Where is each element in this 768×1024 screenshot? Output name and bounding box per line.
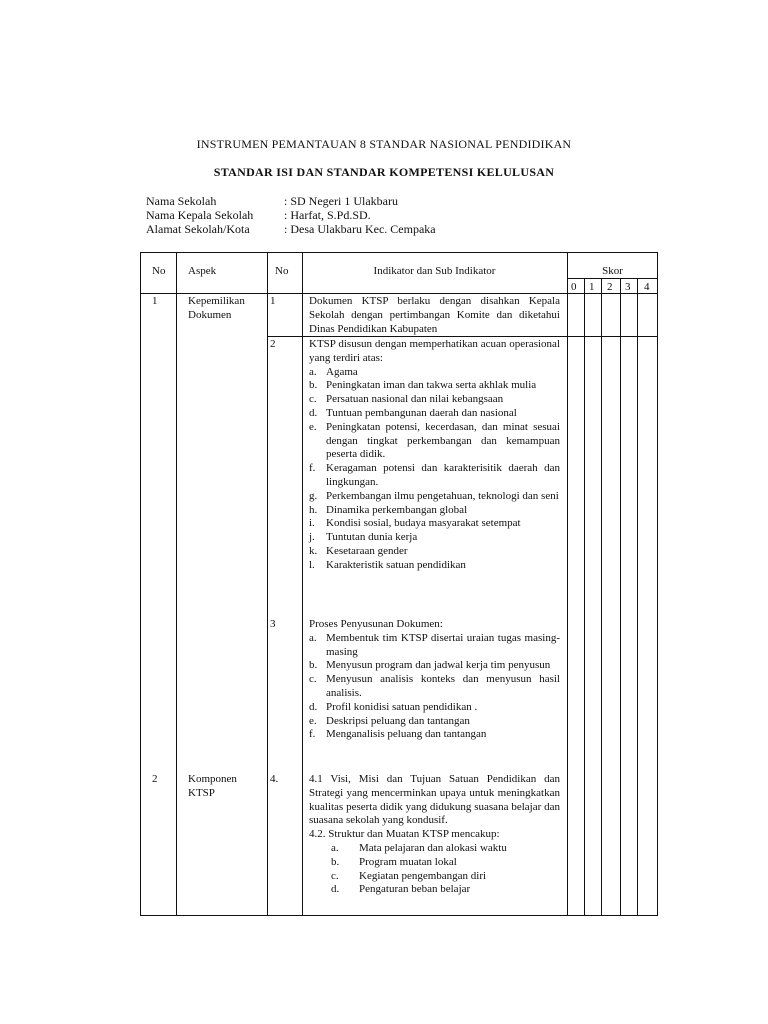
- info-label: Alamat Sekolah/Kota: [146, 222, 250, 236]
- sub-text: Pengaturan beban belajar: [359, 883, 471, 896]
- sub-label: b.: [309, 659, 318, 672]
- sub-text: Tuntutan dunia kerja: [326, 531, 418, 544]
- sub-label: g.: [309, 489, 318, 502]
- indicator-text: Dokumen KTSP berlaku dengan disahkan Kepala Sekolah dengan pertimbangan Komite dan diketahui Dinas Pendidikan Kabupaten: [309, 295, 560, 335]
- sub-indicator: [309, 462, 560, 490]
- sub-label: d.: [309, 406, 318, 419]
- info-label: Nama Sekolah: [146, 194, 217, 208]
- sub-indicator: [309, 393, 560, 407]
- sub-text: Kondisi sosial, budaya masyarakat setempat: [326, 517, 521, 530]
- sub-indicator: [309, 883, 560, 897]
- indicator-no: 3: [270, 618, 276, 630]
- sub-label: f.: [309, 728, 316, 741]
- sub-text: Kegiatan pengembangan diri: [359, 869, 487, 882]
- info-value: : Desa Ulakbaru Kec. Cempaka: [284, 222, 436, 236]
- indicator-intro: KTSP disusun dengan memperhatikan acuan operasional yang terdiri atas:: [309, 338, 560, 364]
- sub-text: Dinamika perkembangan global: [326, 503, 468, 516]
- school-info: [146, 194, 436, 236]
- sub-text: Deskripsi peluang dan tantangan: [326, 714, 470, 727]
- sub-label: a.: [331, 841, 339, 854]
- skor-level-3: 3: [625, 281, 631, 293]
- skor-level-0: 0: [571, 281, 577, 293]
- info-value: : SD Negeri 1 Ulakbaru: [284, 194, 398, 208]
- indicator-intro: Proses Penyusunan Dokumen:: [309, 618, 443, 630]
- header-skor: Skor: [602, 265, 623, 277]
- sub-label: c.: [309, 393, 317, 406]
- document-title: INSTRUMEN PEMANTAUAN 8 STANDAR NASIONAL PENDIDIKAN: [196, 137, 572, 151]
- indicator-no: 4.: [270, 773, 279, 785]
- sub-text: Membentuk tim KTSP disertai uraian tugas masing-masing: [326, 631, 560, 658]
- indicator-paragraph: 4.1 Visi, Misi dan Tujuan Satuan Pendidikan dan Strategi yang mencerminkan upaya untuk meningkatkan kualitas peserta didik yang didukung suasana belajar dan suasana sekolah yang kondusif.: [309, 773, 560, 827]
- sub-text: Profil konidisi satuan pendidikan .: [326, 700, 478, 713]
- sub-label: k.: [309, 544, 318, 557]
- sub-label: j.: [309, 531, 315, 544]
- header-no: No: [152, 265, 166, 277]
- sub-text: Karakteristik satuan pendidikan: [326, 558, 466, 571]
- indicator-block: [309, 338, 560, 573]
- sub-indicator: [309, 701, 560, 715]
- info-label: Nama Kepala Sekolah: [146, 208, 254, 222]
- sub-label: a.: [309, 365, 317, 378]
- row-aspek: Komponen KTSP: [188, 773, 237, 799]
- sub-indicator: [309, 379, 560, 393]
- sub-text: Peningkatan potensi, kecerdasan, dan minat sesuai dengan tingkat perkembangan dan kemampuan peserta didik.: [326, 420, 560, 461]
- info-value: : Harfat, S.Pd.SD.: [284, 208, 371, 222]
- sub-label: c.: [309, 673, 317, 686]
- sub-indicator: [309, 728, 560, 742]
- row-no: 2: [152, 773, 158, 785]
- sub-label: d.: [331, 883, 340, 896]
- info-row-headmaster: [146, 208, 436, 222]
- sub-label: i.: [309, 517, 315, 530]
- sub-text: Menyusun analisis konteks dan menyusun hasil analisis.: [326, 673, 560, 699]
- sub-indicator: [309, 659, 560, 673]
- sub-indicator: [309, 632, 560, 660]
- header-no-indicator: No: [275, 265, 289, 277]
- sub-label: b.: [331, 855, 340, 868]
- sub-text: Agama: [326, 365, 358, 378]
- sub-label: e.: [309, 714, 317, 727]
- sub-indicator: [309, 559, 560, 573]
- sub-label: a.: [309, 631, 317, 644]
- skor-level-2: 2: [607, 281, 613, 293]
- sub-indicator: [309, 504, 560, 518]
- sub-label: d.: [309, 700, 318, 713]
- sub-text: Peningkatan iman dan takwa serta akhlak mulia: [326, 379, 537, 392]
- sub-indicator: [309, 517, 560, 531]
- sub-indicator: [309, 856, 560, 870]
- sub-text: Menyusun program dan jadwal kerja tim penyusun: [326, 659, 551, 672]
- info-row-school-name: [146, 194, 436, 208]
- sub-indicator: [309, 407, 560, 421]
- info-row-address: [146, 222, 436, 236]
- indicator-block: [309, 618, 560, 742]
- monitoring-table: [140, 252, 658, 916]
- sub-indicator: [309, 421, 560, 462]
- sub-text: Program muatan lokal: [359, 855, 457, 868]
- indicator-no: 2: [270, 338, 276, 350]
- sub-text: Persatuan nasional dan nilai kebangsaan: [326, 393, 504, 406]
- skor-level-4: 4: [644, 281, 650, 293]
- sub-indicator: [309, 531, 560, 545]
- indicator-no: 1: [270, 295, 276, 307]
- sub-text: Keragaman potensi dan karakterisitik daerah dan lingkungan.: [326, 462, 560, 488]
- sub-indicator: [309, 366, 560, 380]
- indicator-block: [309, 773, 560, 897]
- sub-indicator: [309, 842, 560, 856]
- sub-indicator: [309, 545, 560, 559]
- row-aspek: Kepemilikan Dokumen: [188, 295, 245, 321]
- header-indikator: Indikator dan Sub Indikator: [373, 265, 496, 277]
- header-aspek: Aspek: [188, 265, 217, 277]
- row-no: 1: [152, 295, 158, 307]
- sub-text: Tuntuan pembangunan daerah dan nasional: [326, 406, 517, 419]
- document-subtitle: STANDAR ISI DAN STANDAR KOMPETENSI KELULUSAN: [213, 165, 555, 179]
- sub-text: Kesetaraan gender: [326, 544, 408, 557]
- sub-label: c.: [331, 869, 339, 882]
- sub-label: b.: [309, 379, 318, 392]
- sub-label: f.: [309, 462, 316, 475]
- indicator-paragraph: 4.2. Struktur dan Muatan KTSP mencakup:: [309, 828, 500, 841]
- sub-text: Menganalisis peluang dan tantangan: [326, 728, 487, 741]
- sub-indicator: [309, 490, 560, 504]
- sub-text: Perkembangan ilmu pengetahuan, teknologi dan seni: [326, 489, 559, 502]
- sub-label: l.: [309, 558, 315, 571]
- skor-level-1: 1: [589, 281, 595, 293]
- sub-label: e.: [309, 420, 317, 433]
- sub-indicator: [309, 715, 560, 729]
- sub-text: Mata pelajaran dan alokasi waktu: [359, 841, 507, 854]
- sub-label: h.: [309, 503, 318, 516]
- sub-indicator: [309, 673, 560, 701]
- sub-indicator: [309, 870, 560, 884]
